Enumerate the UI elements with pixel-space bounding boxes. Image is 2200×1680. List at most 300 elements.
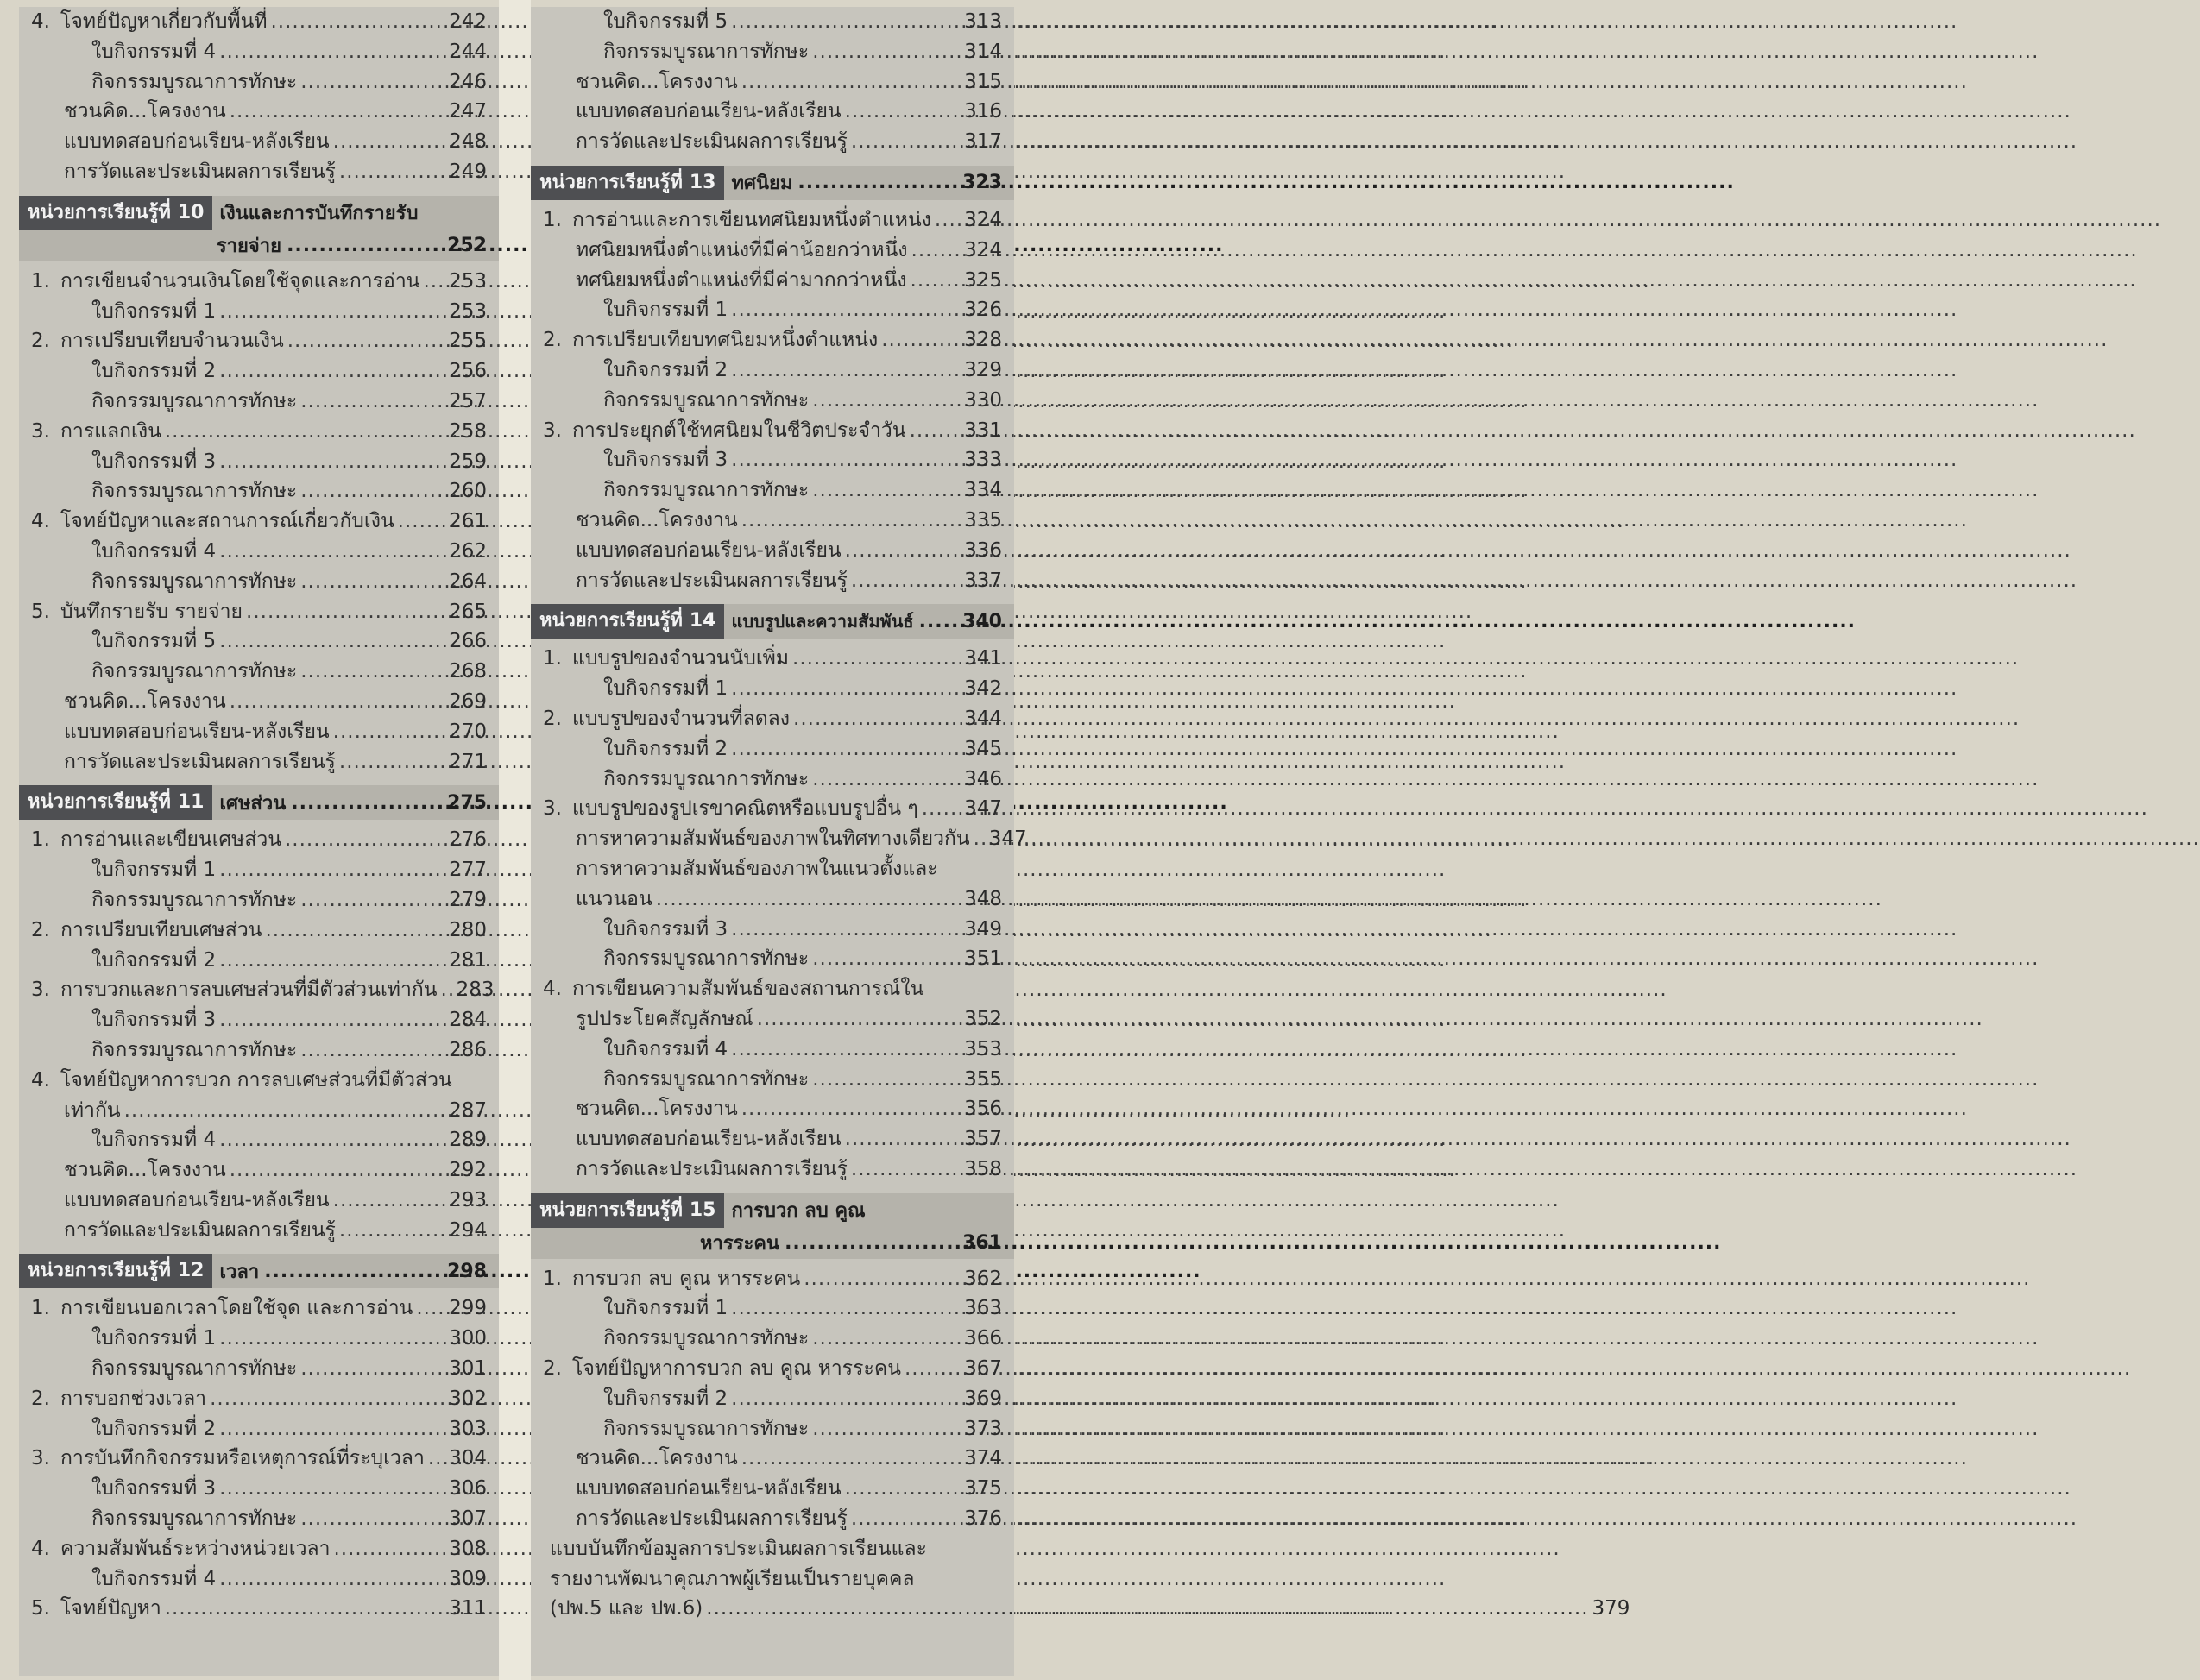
leader-dots: [922, 794, 957, 824]
entry-label: กิจกรรมบูรณาการทักษะ: [603, 479, 810, 502]
entry-page: 258: [449, 419, 487, 443]
entry-page: 246: [449, 70, 487, 93]
entry-label: ความสัมพันธ์ระหว่างหน่วยเวลา: [60, 1537, 331, 1560]
unit-badge: หน่วยการเรียนรู้ที่ 15: [531, 1193, 724, 1228]
entry-label: แบบทดสอบก่อนเรียน-หลังเรียน: [576, 1128, 842, 1151]
entry-label: ใบกิจกรรมที่ 2: [91, 1417, 217, 1440]
unit-badge: หน่วยการเรียนรู้ที่ 13: [531, 166, 724, 200]
toc-entry: [19, 7, 499, 37]
leader-dots: [845, 1124, 957, 1155]
leader-dots: [300, 387, 442, 417]
unit-title: เศษส่วน: [219, 792, 287, 815]
toc-entry: [531, 644, 1014, 674]
toc-entry: [19, 157, 499, 187]
entry-page: 266: [449, 630, 487, 653]
unit-title-cont: รายจ่าย: [216, 236, 282, 258]
leader-dots: [812, 1065, 957, 1095]
entry-number: 1.: [543, 208, 562, 231]
entry-page: 358: [964, 1157, 1002, 1180]
entry-label: ทศนิยมหนึ่งตำแหน่งที่มีค่าน้อยกว่าหนึ่ง: [576, 238, 908, 261]
leader-dots: [300, 567, 442, 597]
leader-dots: [265, 916, 442, 946]
unit-page: 340: [962, 610, 1002, 632]
entry-page: 344: [964, 707, 1002, 730]
toc-entry: [531, 475, 1014, 506]
entry-label: กิจกรรมบูรณาการทักษะ: [91, 888, 298, 911]
toc-entry: [531, 794, 1014, 824]
leader-dots: [812, 1324, 957, 1354]
entry-page: 309: [449, 1567, 487, 1590]
toc-entry: [531, 536, 1014, 566]
toc-entry: [531, 7, 1014, 37]
toc-entry: [19, 747, 499, 777]
entry-label: ใบกิจกรรมที่ 4: [91, 539, 217, 563]
unit12-items: [19, 1293, 499, 1624]
toc-entry: [531, 1155, 1014, 1185]
entry-page: 342: [964, 677, 1002, 701]
entry-label: แบบทดสอบก่อนเรียน-หลังเรียน: [576, 100, 842, 123]
leader-dots: [812, 944, 957, 974]
entry-label: ทศนิยมหนึ่งตำแหน่งที่มีค่ามากกว่าหนึ่ง: [576, 268, 907, 292]
leader-dots: [812, 1414, 957, 1444]
entry-number: 2.: [31, 330, 50, 353]
entry-page: 356: [964, 1098, 1002, 1121]
unit-title: การบวก ลบ คูณ: [731, 1200, 866, 1223]
entry-label: ใบกิจกรรมที่ 1: [91, 1327, 217, 1350]
entry-label: การวัดและประเมินผลการเรียนรู้: [576, 130, 848, 154]
toc-entry: [19, 97, 499, 127]
toc-entry: [19, 1216, 499, 1246]
leader-dots: [398, 507, 442, 537]
leader-dots: [219, 946, 442, 976]
toc-entry: 4. โจทย์ปัญหาการบวก การลบเศษส่วนที่มีตัวส่วน: [31, 1068, 452, 1092]
toc-entry: [531, 1354, 1014, 1384]
toc-entry: 4. การเขียนความสัมพันธ์ของสถานการณ์ใน: [543, 978, 924, 1001]
leader-dots: [441, 975, 450, 1005]
entry-label: ชวนคิด...โครงงาน: [64, 100, 226, 123]
toc-entry: [531, 704, 1014, 734]
entry-page: 269: [449, 689, 487, 713]
leader-dots: [287, 326, 442, 356]
unit14-header: [531, 604, 1014, 639]
entry-page: 351: [964, 947, 1002, 971]
entry-label: กิจกรรมบูรณาการทักษะ: [91, 1038, 298, 1061]
entry-number: 3.: [31, 978, 50, 1002]
entry-page: 289: [449, 1129, 487, 1152]
entry-label: ใบกิจกรรมที่ 2: [603, 737, 728, 760]
leader-dots: [812, 475, 957, 506]
entry-page: 345: [964, 737, 1002, 760]
leader-dots: [731, 1384, 957, 1414]
entry-page: 292: [449, 1159, 487, 1182]
leader-dots: [333, 717, 442, 747]
leader-dots: [219, 1564, 442, 1595]
entry-number: 5.: [31, 600, 50, 623]
toc-entry: [531, 1414, 1014, 1444]
entry-label: การบวกและการลบเศษส่วนที่มีตัวส่วนเท่ากัน: [60, 978, 438, 1002]
entry-label: ชวนคิด...โครงงาน: [576, 508, 738, 532]
entry-page: 248: [449, 130, 487, 154]
toc-entry: [531, 67, 1014, 98]
toc-entry: [19, 1564, 499, 1595]
unit-title: เงินและการบันทึกรายรับ: [219, 203, 419, 225]
entry-label: การวัดและประเมินผลการเรียนรู้: [64, 750, 336, 773]
entry-label: ชวนคิด...โครงงาน: [64, 1159, 226, 1182]
entry-page: 261: [449, 510, 487, 533]
leader-dots: [219, 1005, 442, 1035]
entry-page: 314: [964, 40, 1002, 63]
leader-dots: [300, 885, 442, 916]
leader-dots: [731, 295, 957, 325]
entry-page: 300: [449, 1327, 487, 1350]
leader-dots: [230, 687, 442, 717]
unit14-items-after: [531, 1035, 1014, 1185]
entry-page: 299: [449, 1297, 487, 1320]
entry-label: กิจกรรมบูรณาการทักษะ: [603, 947, 810, 971]
toc-entry: [531, 1474, 1014, 1504]
entry-label: ใบกิจกรรมที่ 5: [91, 630, 217, 653]
entry-label: ใบกิจกรรมที่ 2: [603, 358, 728, 381]
entry-number: 4.: [31, 1537, 50, 1560]
final-entry-line3: (ปพ.5 และ ปพ.6) ..... 379: [531, 1594, 1014, 1624]
entry-label: กิจกรรมบูรณาการทักษะ: [91, 569, 298, 593]
leader-dots: [165, 1594, 442, 1624]
toc-entry: [19, 825, 499, 855]
toc-entry: [19, 916, 499, 946]
final-entry-line1: แบบบันทึกข้อมูลการประเมินผลการเรียนและ: [550, 1537, 927, 1560]
unit-title: ทศนิยม: [731, 173, 793, 195]
entry-label: การประยุกต์ใช้ทศนิยมในชีวิตประจำวัน: [572, 418, 906, 442]
toc-entry: [19, 1534, 499, 1564]
entry-label: ใบกิจกรรมที่ 3: [91, 1009, 217, 1032]
entry-label: ใบกิจกรรมที่ 3: [91, 450, 217, 473]
entry-page: 304: [449, 1447, 487, 1470]
entry-label: ชวนคิด...โครงงาน: [576, 1098, 738, 1121]
leader-dots: [246, 597, 442, 627]
unit13-items: [531, 205, 1014, 595]
toc-entry: [19, 885, 499, 916]
leader-dots: [741, 67, 957, 98]
entry-page: 307: [449, 1507, 487, 1531]
entry-page: 268: [449, 660, 487, 683]
unit11-items: [19, 825, 499, 1065]
leader-dots: [851, 127, 957, 157]
entry-page: 330: [964, 388, 1002, 412]
entry-label: การวัดและประเมินผลการเรียนรู้: [64, 1218, 336, 1242]
toc-entry: รูปประโยคสัญลักษณ์ ..... 352: [531, 1004, 1014, 1035]
final-entry-line2: รายงานพัฒนาคุณภาพผู้เรียนเป็นรายบุคคล: [550, 1567, 915, 1590]
entry-page: 264: [449, 569, 487, 593]
entry-label: ใบกิจกรรมที่ 1: [603, 1297, 728, 1320]
toc-entry: [531, 266, 1014, 296]
entry-label: ใบกิจกรรมที่ 2: [91, 360, 217, 383]
entry-label: การวัดและประเมินผลการเรียนรู้: [576, 1157, 848, 1180]
entry-page: 329: [964, 358, 1002, 381]
leader-dots: [339, 1216, 442, 1246]
entry-page: 331: [964, 418, 1002, 442]
entry-page: 256: [449, 360, 487, 383]
leader-dots: [333, 1186, 442, 1216]
leader-dots: [219, 1414, 442, 1444]
entry-number: 4.: [31, 510, 50, 533]
entry-label: การบันทึกกิจกรรมหรือเหตุการณ์ที่ระบุเวลา: [60, 1447, 425, 1470]
entry-page: 376: [964, 1507, 1002, 1531]
entry-number: 2.: [543, 707, 562, 730]
toc-entry: [531, 325, 1014, 356]
entry-number: 2.: [31, 918, 50, 941]
unit11-header: [19, 785, 499, 820]
toc-entry: [19, 1035, 499, 1066]
toc-entry: [19, 1186, 499, 1216]
entry-label: ชวนคิด...โครงงาน: [576, 1447, 738, 1470]
entry-page: 325: [964, 268, 1002, 292]
entry-label: การวัดและประเมินผลการเรียนรู้: [576, 569, 848, 592]
entry-page: 363: [964, 1297, 1002, 1320]
entry-number: 1.: [543, 647, 562, 670]
toc-entry: [19, 1324, 499, 1354]
entry-label: แบบรูปของรูปเรขาคณิตหรือแบบรูปอื่น ๆ: [572, 797, 918, 821]
unit-badge: หน่วยการเรียนรู้ที่ 12: [19, 1254, 212, 1288]
entry-page: 336: [964, 538, 1002, 562]
unit-page: 323: [962, 172, 1002, 194]
unit-badge: หน่วยการเรียนรู้ที่ 11: [19, 785, 212, 820]
entry-page: 355: [964, 1067, 1002, 1091]
entry-page: 247: [449, 100, 487, 123]
leader-dots: [219, 1474, 442, 1504]
toc-entry: [531, 674, 1014, 704]
toc-entry: [19, 127, 499, 157]
entry-label: แบบรูปของจำนวนนับเพิ่ม: [572, 647, 790, 670]
entry-page: 341: [964, 647, 1002, 670]
entry-page: 362: [964, 1267, 1002, 1290]
leader-dots: [416, 1293, 442, 1324]
entry-label: ใบกิจกรรมที่ 4: [603, 1037, 728, 1060]
entry-page: 270: [449, 720, 487, 743]
entry-page: 242: [449, 10, 487, 33]
entry-label: กิจกรรมบูรณาการทักษะ: [603, 1327, 810, 1350]
entry-label: การเขียนบอกเวลาโดยใช้จุด และการอ่าน: [60, 1297, 413, 1320]
unit15-items: [531, 1264, 1014, 1534]
leader-dots: [793, 704, 957, 734]
toc-entry: [531, 295, 1014, 325]
unit-page: 298: [447, 1260, 487, 1282]
toc-entry: [531, 506, 1014, 536]
entry-page: 277: [449, 859, 487, 882]
entry-page: 284: [449, 1009, 487, 1032]
toc-entry: [19, 67, 499, 98]
toc-entry: [531, 127, 1014, 157]
unit-page: 275: [447, 791, 487, 814]
toc-entry: [19, 1384, 499, 1414]
entry-label: กิจกรรมบูรณาการทักษะ: [91, 1507, 298, 1531]
toc-entry: [19, 975, 499, 1005]
entry-page: 265: [449, 600, 487, 623]
unit-title-cont: หารระคน: [700, 1233, 780, 1255]
toc-entry: [19, 447, 499, 477]
entry-label: การเปรียบเทียบเศษส่วน: [60, 918, 262, 941]
leader-dots: [731, 734, 957, 764]
unit-title: เวลา: [219, 1261, 260, 1283]
entry-page: 335: [964, 508, 1002, 532]
toc-entry: [19, 356, 499, 387]
entry-page: 281: [449, 948, 487, 972]
entry-label: การเขียนจำนวนเงินโดยใช้จุดและการอ่าน: [60, 269, 420, 293]
leader-dots: [935, 205, 957, 236]
entry-page: 349: [964, 917, 1002, 941]
toc-entry: [531, 386, 1014, 416]
entry-label: กิจกรรมบูรณาการทักษะ: [603, 1067, 810, 1091]
leader-dots: [851, 1155, 957, 1185]
toc-entry: [19, 687, 499, 717]
entry-page: 317: [964, 130, 1002, 154]
unit10-header: [19, 196, 499, 261]
toc-entry: [19, 1474, 499, 1504]
entry-number: 4.: [31, 10, 50, 33]
entry-label: ใบกิจกรรมที่ 3: [603, 917, 728, 941]
entry-label: กิจกรรมบูรณาการทักษะ: [91, 660, 298, 683]
entry-label: การหาความสัมพันธ์ของภาพในทิศทางเดียวกัน: [576, 827, 970, 851]
leader-dots: [812, 37, 957, 67]
unit11-items-after: [19, 1125, 499, 1245]
leader-dots: [300, 1504, 442, 1534]
entry-label: แบบทดสอบก่อนเรียน-หลังเรียน: [64, 130, 330, 154]
leader-dots: [741, 506, 957, 536]
entry-page: 369: [964, 1387, 1002, 1410]
entry-page: 253: [449, 299, 487, 323]
leader-dots: [911, 266, 957, 296]
toc-entry: [531, 37, 1014, 67]
toc-entry: [19, 387, 499, 417]
entry-page: 260: [449, 480, 487, 503]
entry-page: 313: [964, 10, 1002, 33]
entry-label: แบบทดสอบก่อนเรียน-หลังเรียน: [576, 538, 842, 562]
unit-badge: หน่วยการเรียนรู้ที่ 14: [531, 604, 724, 639]
final-entry-page: 379: [1592, 1597, 1630, 1620]
leader-dots: [300, 476, 442, 507]
leader-dots: [165, 417, 442, 447]
toc-entry: [19, 1594, 499, 1624]
toc-entry: [531, 734, 1014, 764]
entry-label: บันทึกรายรับ รายจ่าย: [60, 600, 243, 623]
toc-entry: [531, 1124, 1014, 1155]
leader-dots: [428, 1444, 442, 1474]
entry-page: 255: [449, 330, 487, 353]
toc-entry: [19, 597, 499, 627]
entry-label: แบบทดสอบก่อนเรียน-หลังเรียน: [576, 1477, 842, 1501]
entry-label: แบบทดสอบก่อนเรียน-หลังเรียน: [64, 1188, 330, 1211]
unit12-header: [19, 1254, 499, 1288]
entry-page: 326: [964, 299, 1002, 322]
toc-entry: [531, 1324, 1014, 1354]
entry-label: การวัดและประเมินผลการเรียนรู้: [576, 1507, 848, 1531]
leader-dots: [812, 764, 957, 795]
toc-entry: [531, 1264, 1014, 1294]
unit-badge: หน่วยการเรียนรู้ที่ 10: [19, 196, 212, 230]
leader-dots: [219, 356, 442, 387]
entry-page: 308: [449, 1537, 487, 1560]
unit-page: 361: [962, 1232, 1002, 1255]
leader-dots: [300, 1354, 442, 1384]
leader-dots: [210, 1384, 442, 1414]
leader-dots: [300, 657, 442, 687]
toc-entry: [531, 915, 1014, 945]
toc-entry: [531, 445, 1014, 475]
entry-page: 367: [964, 1357, 1002, 1381]
entry-label: ชวนคิด...โครงงาน: [64, 689, 226, 713]
toc-entry: [531, 1384, 1014, 1414]
toc-entry: [19, 626, 499, 657]
leader-dots: [911, 236, 957, 266]
toc-entry: [531, 236, 1014, 266]
entry-page: 262: [449, 539, 487, 563]
left-top-items: [19, 7, 499, 187]
entry-label: การอ่านและการเขียนทศนิยมหนึ่งตำแหน่ง: [572, 208, 931, 231]
toc-entry: [19, 1005, 499, 1035]
leader-dots: [910, 416, 957, 446]
toc-entry: [531, 416, 1014, 446]
leader-dots: [219, 447, 442, 477]
leader-dots: [300, 67, 442, 98]
leader-dots: [812, 386, 957, 416]
entry-label: ใบกิจกรรมที่ 5: [603, 10, 728, 33]
entry-label: กิจกรรมบูรณาการทักษะ: [91, 389, 298, 412]
entry-number: 5.: [31, 1597, 50, 1620]
entry-label: กิจกรรมบูรณาการทักษะ: [603, 388, 810, 412]
entry-label: การเปรียบเทียบจำนวนเงิน: [60, 330, 284, 353]
entry-number: 2.: [543, 1357, 562, 1381]
toc-entry: [531, 566, 1014, 596]
toc-entry: เท่ากัน ..... 287: [19, 1096, 499, 1126]
toc-entry: [531, 1035, 1014, 1065]
entry-number: 1.: [31, 269, 50, 293]
toc-entry: [19, 507, 499, 537]
leader-dots: [851, 566, 957, 596]
leader-dots: [845, 97, 957, 127]
leader-dots: [339, 747, 442, 777]
entry-label: ใบกิจกรรมที่ 1: [91, 859, 217, 882]
toc-entry: [531, 1444, 1014, 1474]
toc-entry: [19, 267, 499, 297]
leader-dots: [804, 1264, 957, 1294]
entry-page: 294: [449, 1218, 487, 1242]
toc-entry: [19, 417, 499, 447]
entry-page: 333: [964, 449, 1002, 472]
entry-label: การบวก ลบ คูณ หารระคน: [572, 1267, 801, 1290]
entry-label: ใบกิจกรรมที่ 1: [91, 299, 217, 323]
entry-page: 357: [964, 1128, 1002, 1151]
entry-page: 276: [449, 828, 487, 852]
leader-dots: [219, 626, 442, 657]
leader-dots: [731, 356, 957, 386]
entry-label: โจทย์ปัญหา: [60, 1597, 161, 1620]
leader-dots: [851, 1504, 957, 1534]
leader-dots: [219, 1125, 442, 1155]
entry-page: 271: [449, 750, 487, 773]
entry-page: 346: [964, 767, 1002, 790]
toc-entry: [531, 1504, 1014, 1534]
toc-entry: [19, 855, 499, 885]
toc-entry: [19, 1504, 499, 1534]
entry-label: ใบกิจกรรมที่ 4: [91, 1567, 217, 1590]
entry-page: 334: [964, 479, 1002, 502]
toc-entry: [531, 97, 1014, 127]
leader-dots: [285, 825, 442, 855]
leader-dots: [219, 37, 442, 67]
entry-label: ใบกิจกรรมที่ 3: [603, 449, 728, 472]
toc-entry: [19, 326, 499, 356]
leader-dots: [219, 855, 442, 885]
unit15-header: [531, 1193, 1014, 1259]
